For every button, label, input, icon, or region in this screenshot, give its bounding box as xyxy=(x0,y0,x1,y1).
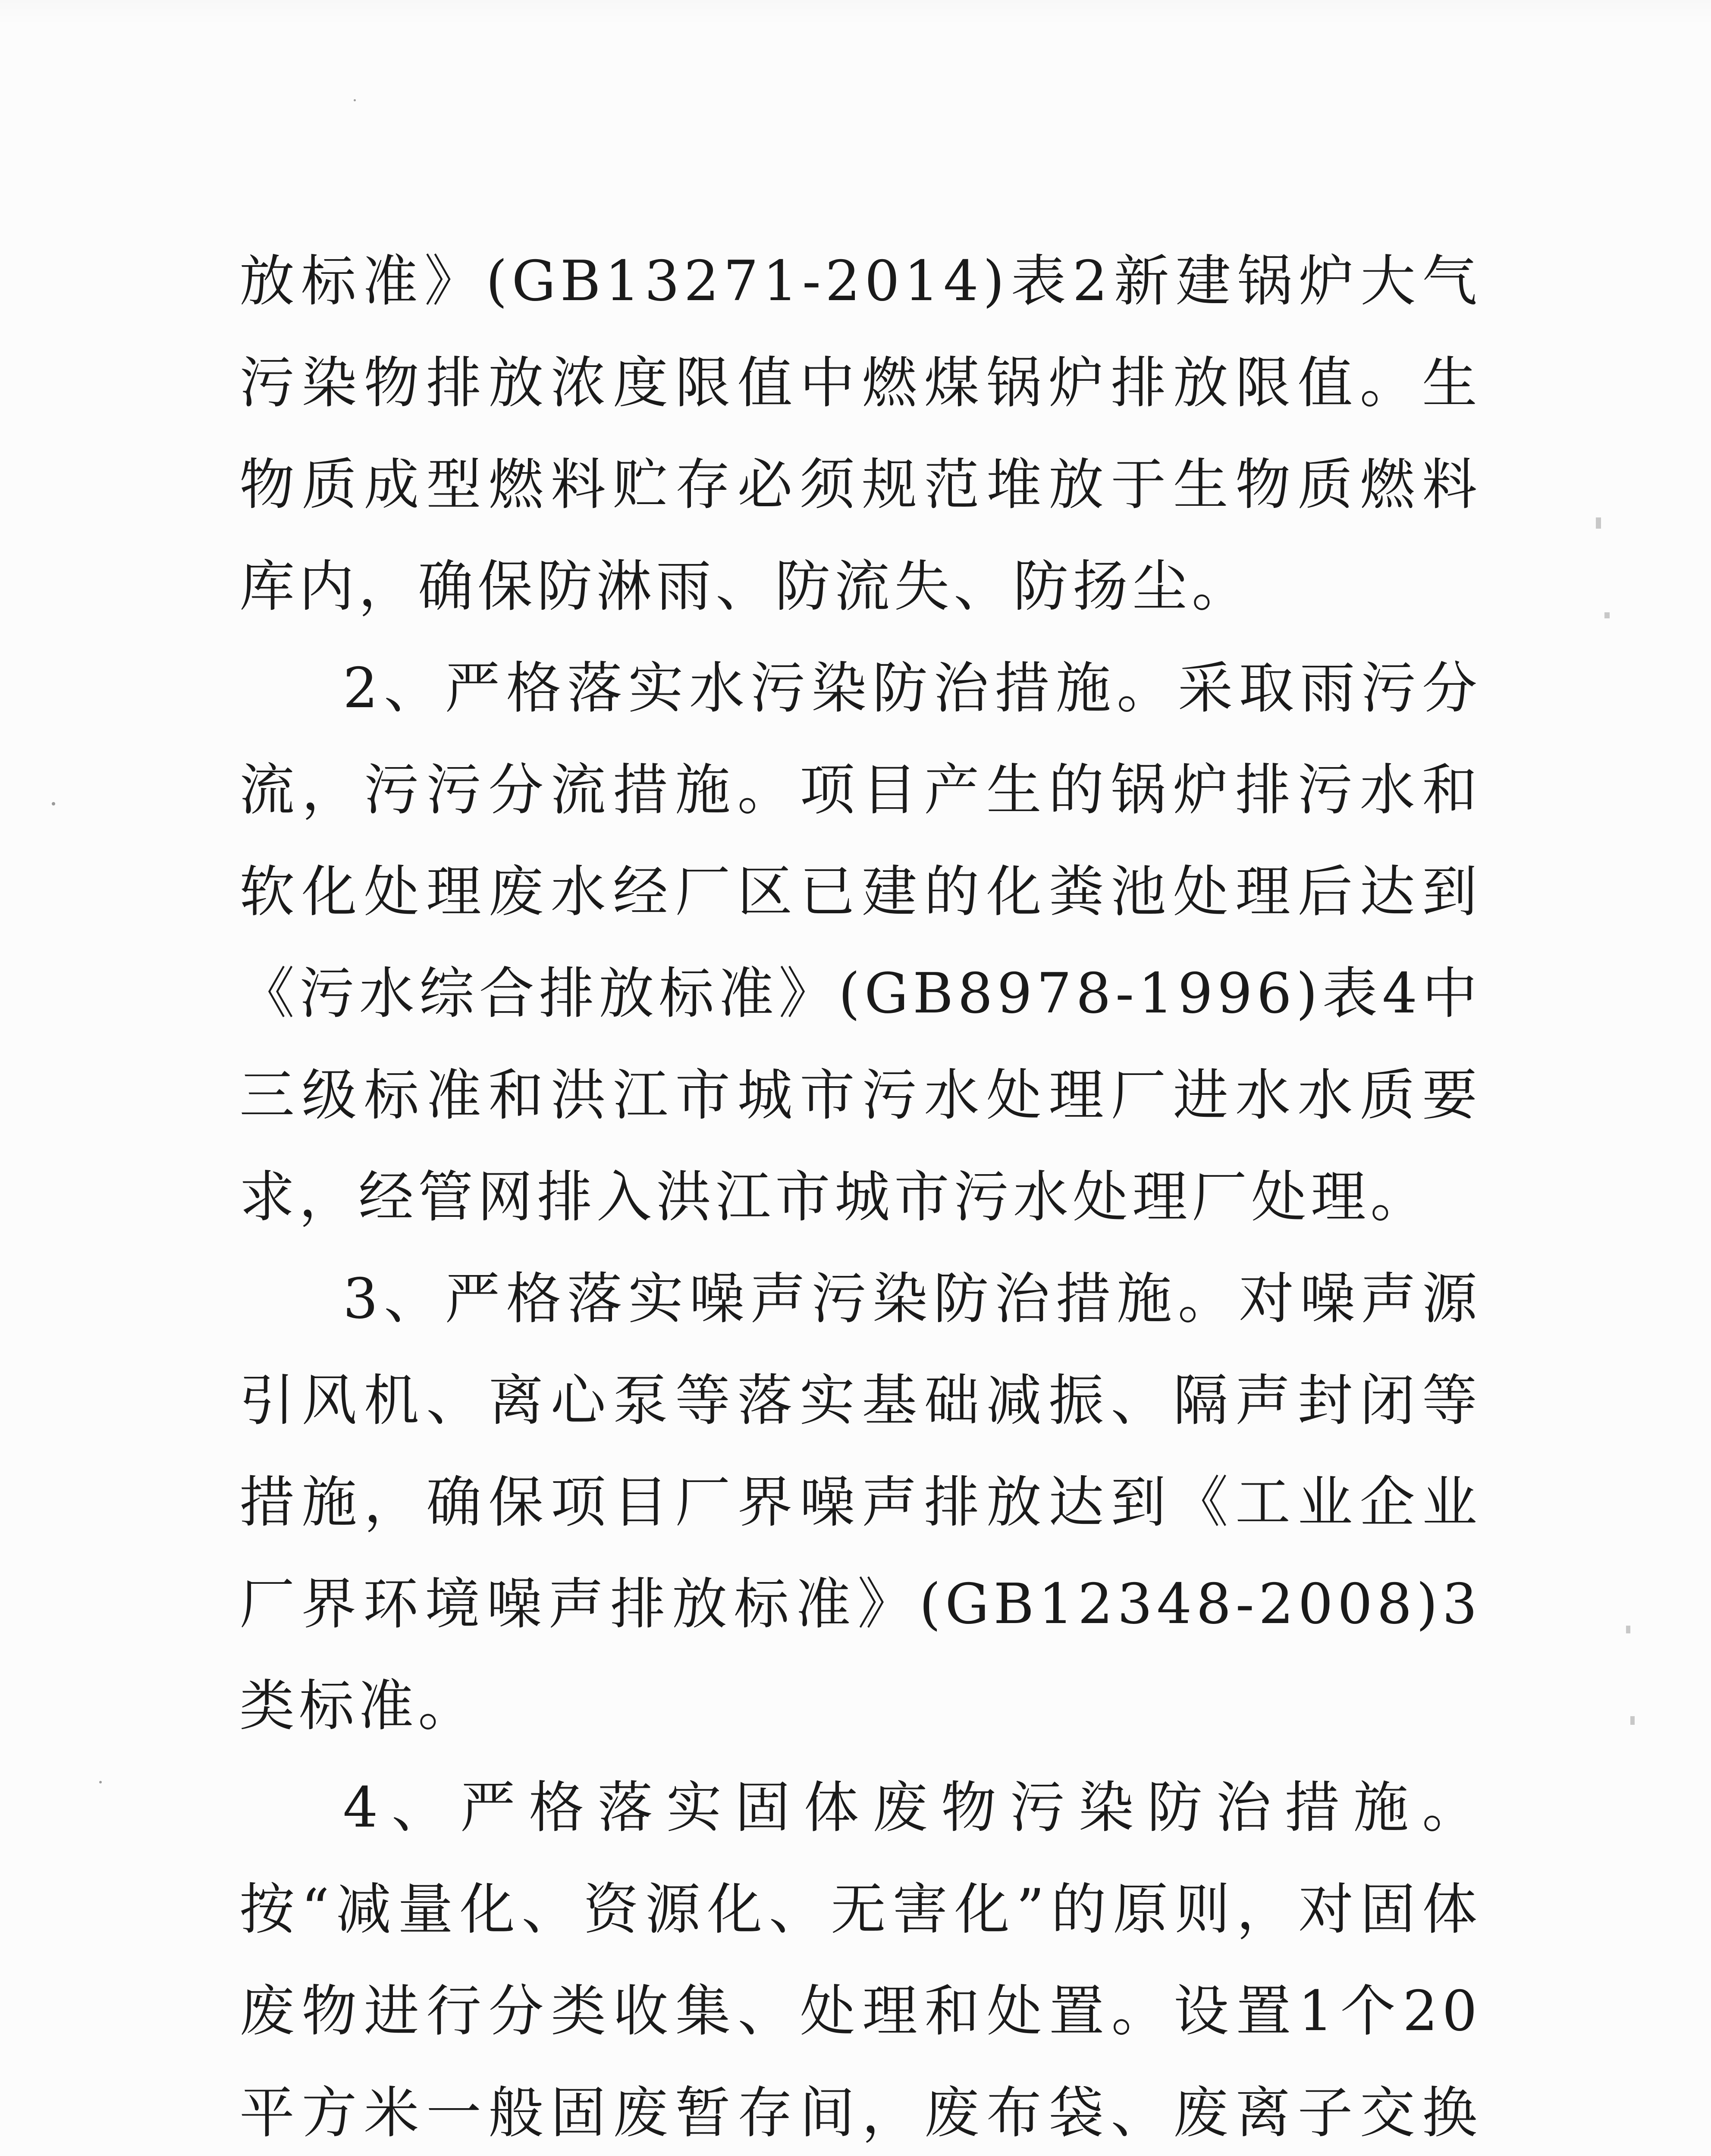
paragraph-water-pollution: 2、严格落实水污染防治措施。采取雨污分流，污污分流措施。项目产生的锅炉排污水和软化处理废水经厂区已建的化粪池处理后达到《污水综合排放标准》(GB8978-1996)表4中三级标准和洪江市城市污水处理厂进水水质要求，经管网排入洪江市城市污水处理厂处理。 xyxy=(239,656,1482,1229)
scan-speck xyxy=(52,802,55,805)
scan-shade xyxy=(0,0,1711,26)
body-text xyxy=(239,231,1482,2156)
scan-speck xyxy=(99,1781,102,1783)
scan-speck xyxy=(354,99,356,101)
paragraph-solid-waste: 4、严格落实固体废物污染防治措施。按“减量化、资源化、无害化”的原则，对固体废物进行分类收集、处理和处置。设置1个20平方米一般固废暂存间，废布袋、废离子交换 xyxy=(239,1776,1482,2145)
scan-speck xyxy=(1630,1716,1635,1725)
scan-speck xyxy=(1604,612,1610,618)
scan-speck xyxy=(1626,1626,1630,1633)
scan-speck xyxy=(1596,517,1601,529)
paragraph-noise-pollution: 3、严格落实噪声污染防治措施。对噪声源引风机、离心泵等落实基础减振、隔声封闭等措施，确保项目厂界噪声排放达到《工业企业厂界环境噪声排放标准》(GB12348-2008)3类标准。 xyxy=(239,1267,1482,1738)
paragraph-emission-standard: 放标准》(GB13271-2014)表2新建锅炉大气污染物排放浓度限值中燃煤锅炉排放限值。生物质成型燃料贮存必须规范堆放于生物质燃料库内，确保防淋雨、防流失、防扬尘。 xyxy=(239,249,1482,619)
